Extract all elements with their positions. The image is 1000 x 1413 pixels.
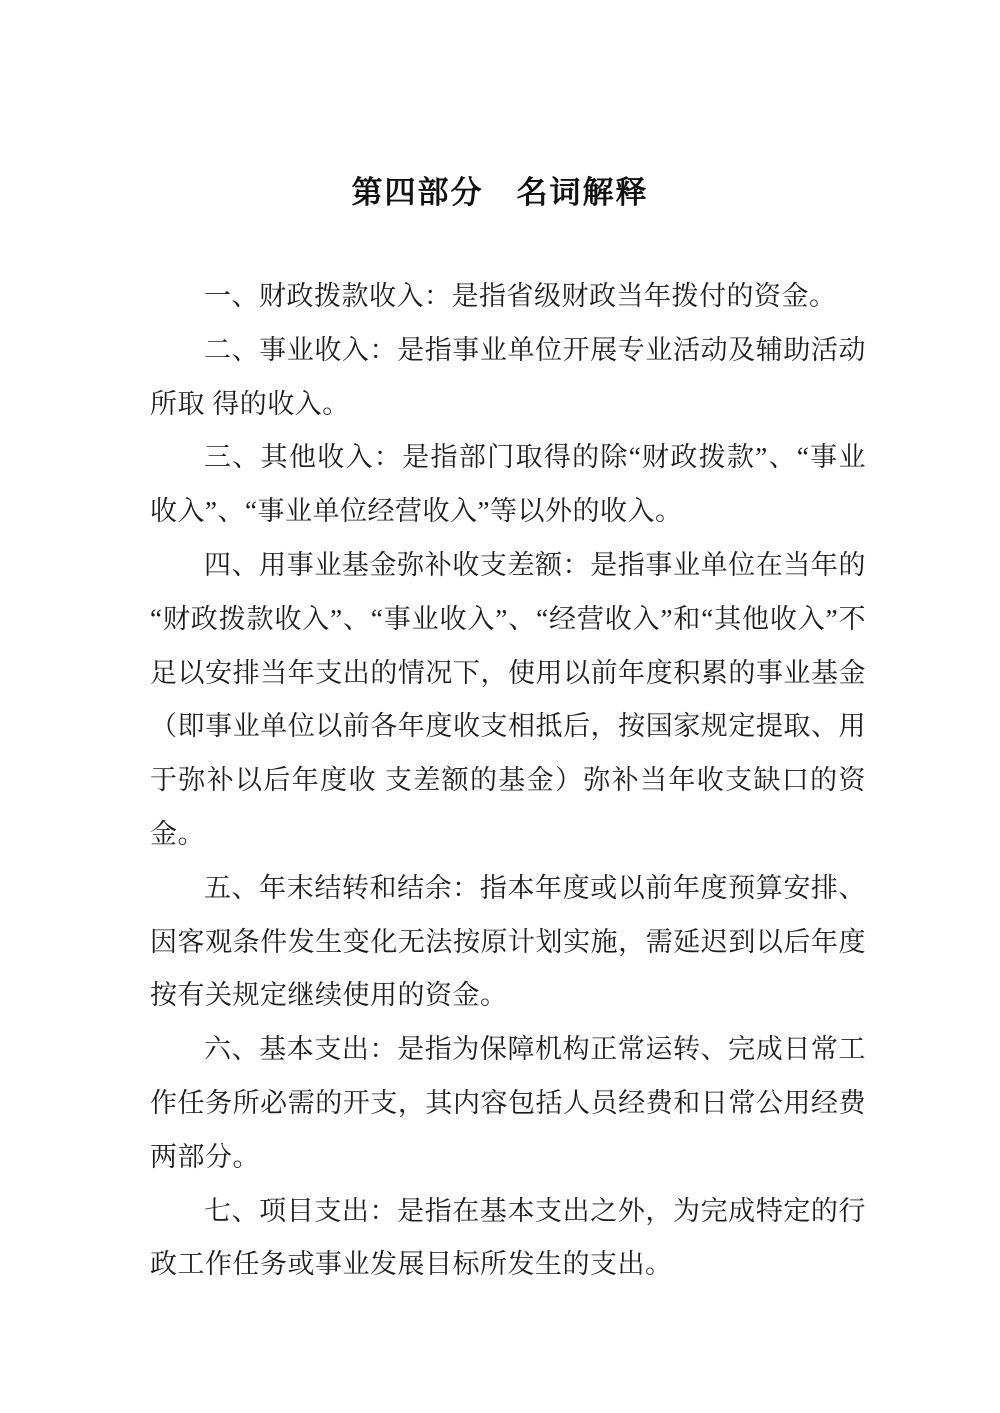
paragraph-other-income: 三、其他收入：是指部门取得的除“财政拨款”、“事业收入”、“事业单位经营收入”等以外的收入。 (150, 442, 866, 527)
paragraph-basic-expenditure: 六、基本支出：是指为保障机构正常运转、完成日常工作任务所必需的开支，其内容包括人员经费和日常公用经费两部分。 (150, 1034, 866, 1172)
paragraph-fiscal-appropriation-income: 一、财政拨款收入：是指省级财政当年拨付的资金。 (204, 281, 837, 311)
page-title: 第四部分 名词解释 (351, 175, 649, 210)
paragraph-year-end-carryover: 五、年末结转和结余：指本年度或以前年度预算安排、因客观条件发生变化无法按原计划实施，需延迟到以后年度按有关规定继续使用的资金。 (150, 872, 866, 1011)
document-body (150, 270, 866, 1292)
paragraph-project-expenditure: 七、项目支出：是指在基本支出之外，为完成特定的行政工作任务或事业发展目标所发生的支出。 (150, 1195, 866, 1280)
paragraph-operating-income: 二、事业收入：是指事业单位开展专业活动及辅助活动所取 得的收入。 (150, 334, 866, 419)
paragraph-fund-balance-offset: 四、用事业基金弥补收支差额：是指事业单位在当年的“财政拨款收入”、“事业收入”、“经营收入”和“其他收入”不足以安排当年支出的情况下，使用以前年度积累的事业基金（即事业单位以前各年度收支相抵后，按国家规定提取、用于弥补以后年度收 支差额的基金）弥补当年收支缺口的资金。 (150, 549, 866, 849)
